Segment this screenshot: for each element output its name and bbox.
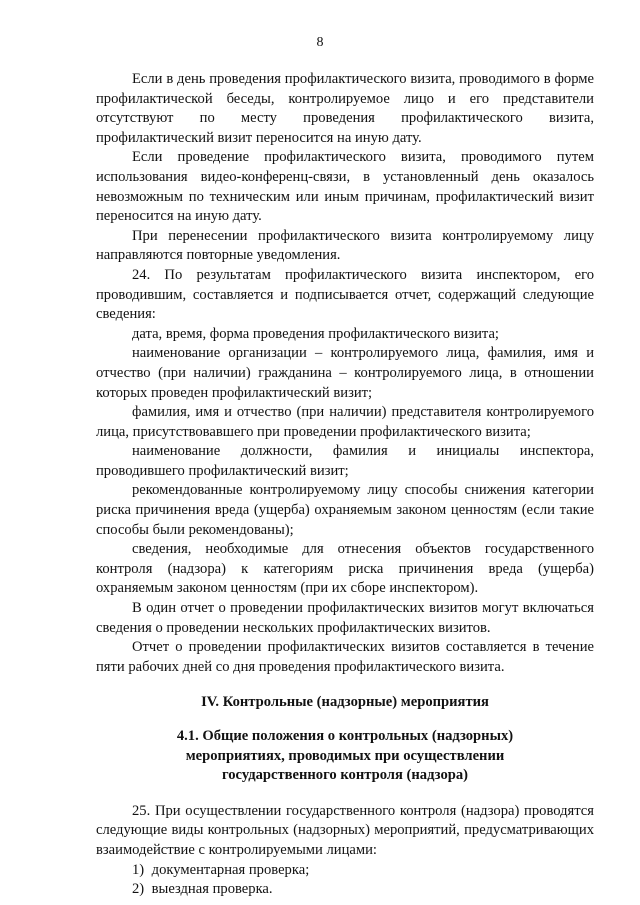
list-text: выездная проверка.	[151, 881, 273, 898]
paragraph-item-25: 25. При осуществлении государственного контроля (надзора) проводятся следующие виды контрольных (надзорных) мероприятий, предусматривающих взаимодействие с контролируемыми лицами:	[96, 802, 594, 858]
list-number: 1)	[132, 861, 145, 878]
paragraph: Если в день проведения профилактического визита, проводимого в форме профилактической беседы, контролируемое лицо и его представители отсутствуют по месту проведения профилактического визита, профилактический визит переносится на иную дату.	[96, 71, 594, 146]
subsection-heading-line: государственного контроля (надзора)	[221, 767, 469, 784]
subsection-heading	[96, 727, 594, 786]
paragraph: Если проведение профилактического визита, проводимого путем использования видео-конференц-связи, в установленный день оказалось невозможным по техническим или иным причинам, профилактический визит переносится на иную дату.	[96, 149, 594, 225]
report-field: рекомендованные контролируемому лицу способы снижения категории риска причинения вреда (ущерба) охраняемым законом ценностям (если такие способы были рекомендованы);	[96, 482, 594, 538]
report-field: наименование должности, фамилия и инициалы инспектора, проводившего профилактический визит;	[96, 443, 594, 479]
paragraph: В один отчет о проведении профилактических визитов могут включаться сведения о проведении нескольких профилактических визитов.	[96, 600, 594, 636]
page-number: 8	[316, 35, 324, 50]
paragraph: Отчет о проведении профилактических визитов составляется в течение пяти рабочих дней со дня проведения профилактического визита.	[96, 639, 594, 675]
list-number: 2)	[132, 881, 145, 898]
subsection-heading-line: 4.1. Общие положения о контрольных (надзорных)	[176, 728, 514, 744]
list-item	[96, 880, 594, 900]
report-field: фамилия, имя и отчество (при наличии) представителя контролируемого лица, присутствовавшего при проведении профилактического визита;	[96, 404, 594, 440]
report-field: сведения, необходимые для отнесения объектов государственного контроля (надзора) к категориям риска причинения вреда (ущерба) охраняемым законом ценностям (при их сборе инспектором).	[96, 541, 594, 597]
report-field: дата, время, форма проведения профилактического визита;	[132, 325, 499, 342]
list-text: документарная проверка;	[151, 861, 310, 878]
paragraph: При перенесении профилактического визита контролируемому лицу направляются повторные уведомления.	[96, 227, 594, 264]
document-body	[96, 70, 594, 900]
list-item	[96, 861, 594, 881]
report-field: наименование организации – контролируемого лица, фамилия, имя и отчество (при наличии) гражданина – контролируемого лица, в отношении которых проведен профилактический визит;	[96, 345, 594, 401]
section-heading: IV. Контрольные (надзорные) мероприятия	[201, 694, 489, 711]
paragraph-item-24: 24. По результатам профилактического визита инспектором, его проводившим, составляется и подписывается отчет, содержащий следующие сведения:	[96, 266, 594, 323]
subsection-heading-line: мероприятиях, проводимых при осуществлении	[185, 747, 505, 764]
